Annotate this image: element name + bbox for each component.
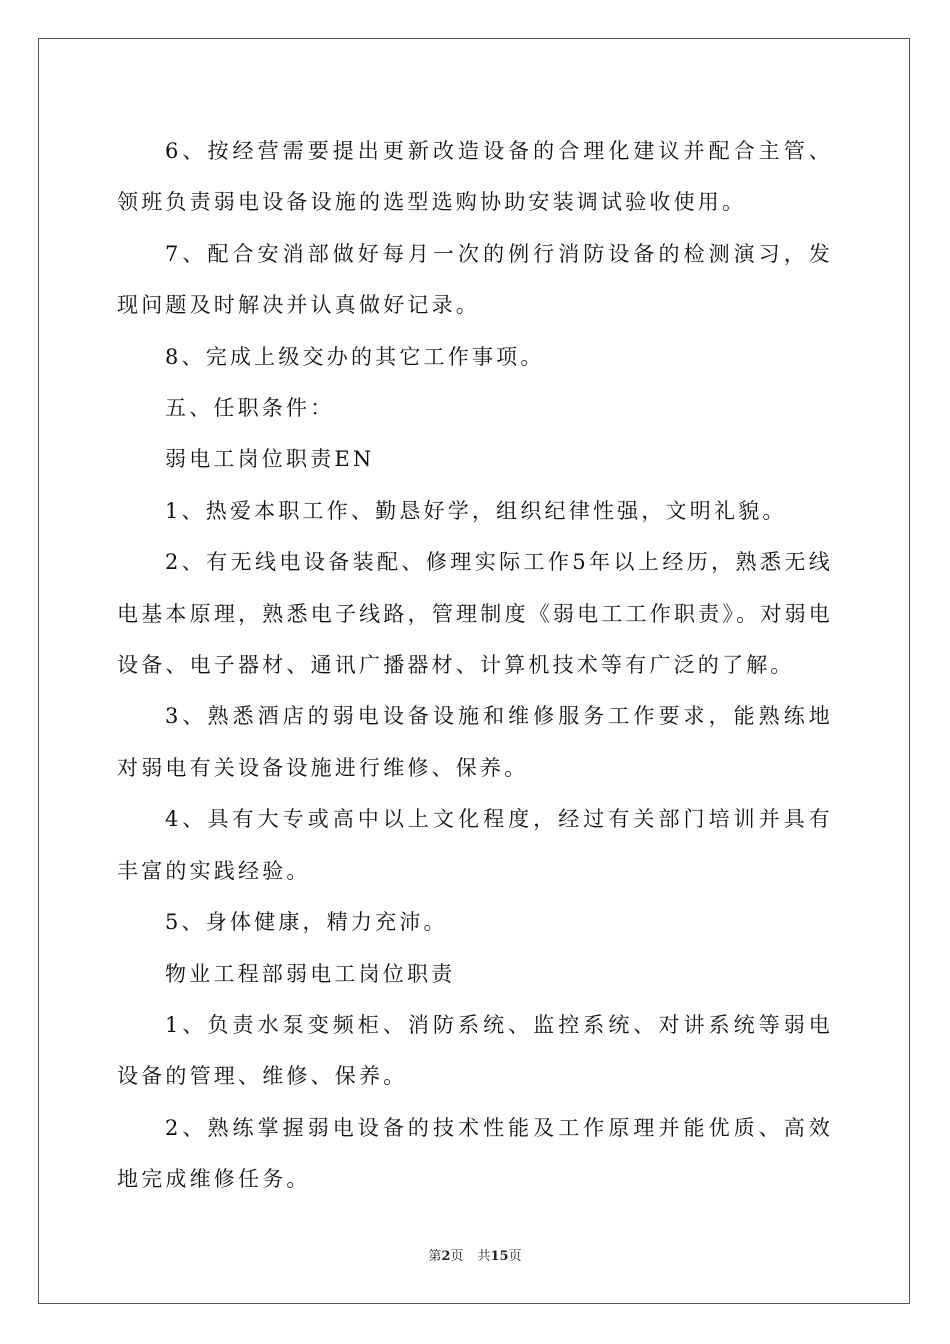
page-footer [0, 1248, 950, 1266]
page-prefix: 第 [428, 1249, 442, 1264]
page-number: 2 [441, 1249, 451, 1264]
section-title: 物业工程部弱电工岗位职责 [165, 961, 456, 986]
paragraph: 6、按经营需要提出更新改造设备的合理化建议并配合主管、领班负责弱电设备设施的选型选购协助安装调试验收使用。 [117, 139, 833, 215]
total-prefix: 共 [477, 1249, 491, 1264]
page-suffix: 页 [450, 1249, 464, 1264]
paragraph: 1、热爱本职工作、勤恳好学，组织纪律性强，文明礼貌。 [165, 498, 787, 523]
section-heading: 五、任职条件： [165, 396, 335, 421]
total-suffix: 页 [508, 1249, 522, 1264]
paragraph: 2、有无线电设备装配、修理实际工作5年以上经历，熟悉无线电基本原理，熟悉电子线路，管理制度《弱电工工作职责》。对弱电设备、电子器材、通讯广播器材、计算机技术等有广泛的了解。 [117, 550, 833, 678]
paragraph: 2、熟练掌握弱电设备的技术性能及工作原理并能优质、高效地完成维修任务。 [117, 1115, 833, 1192]
paragraph: 3、熟悉酒店的弱电设备设施和维修服务工作要求，能熟练地对弱电有关设备设施进行维修、保养。 [117, 704, 833, 780]
paragraph: 1、负责水泵变频柜、消防系统、监控系统、对讲系统等弱电设备的管理、维修、保养。 [117, 1012, 833, 1089]
total-pages: 15 [490, 1249, 509, 1264]
section-title: 弱电工岗位职责EN [165, 447, 375, 472]
paragraph: 4、具有大专或高中以上文化程度，经过有关部门培训并具有丰富的实践经验。 [117, 807, 833, 883]
paragraph: 8、完成上级交办的其它工作事项。 [165, 344, 545, 369]
paragraph: 5、身体健康，精力充沛。 [165, 910, 448, 935]
document-body [117, 126, 833, 1206]
paragraph: 7、配合安消部做好每月一次的例行消防设备的检测演习，发现问题及时解决并认真做好记录。 [117, 241, 833, 318]
